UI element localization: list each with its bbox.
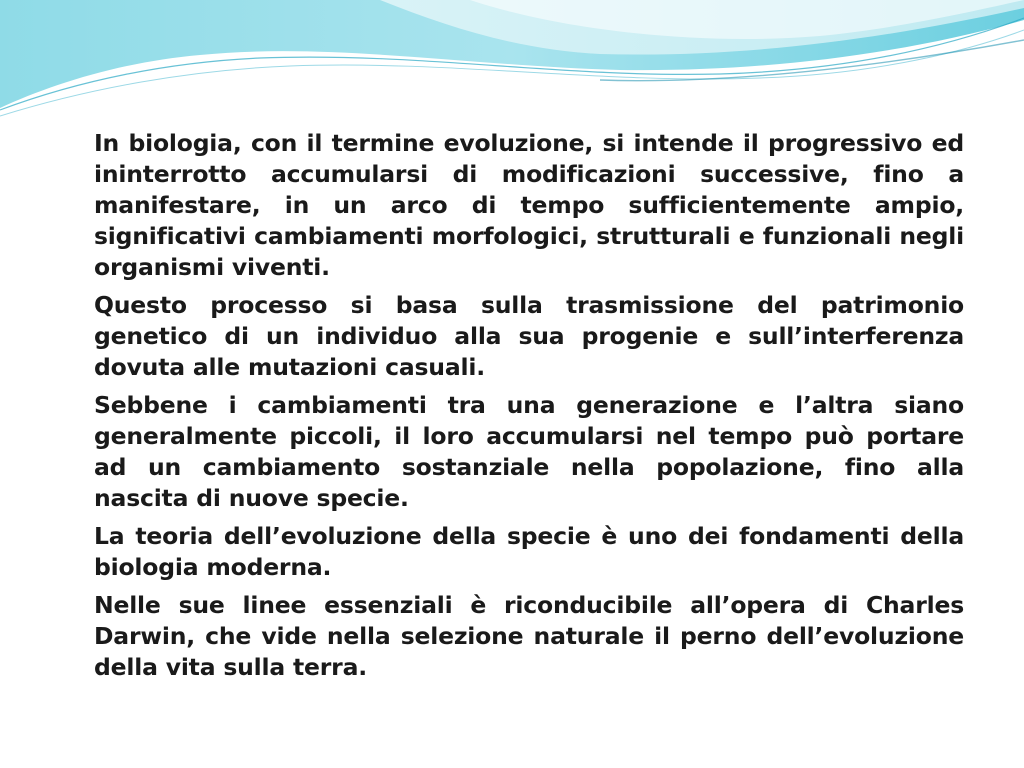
paragraph-1: In biologia, con il termine evoluzione, si intende il progressivo ed ininterrotto accumularsi di modificazioni successive, fino a manifestare, in un arco di tempo sufficientemente ampio, significativi cambiamenti morfologici, strutturali e funzionali negli organismi viventi. <box>94 129 964 281</box>
slide-body-text <box>94 128 964 690</box>
paragraph-3: Sebbene i cambiamenti tra una generazione e l’altra siano generalmente piccoli, il loro accumularsi nel tempo può portare ad un cambiamento sostanziale nella popolazione, fino alla nascita di nuove specie. <box>94 391 964 512</box>
paragraph-5: Nelle sue linee essenziali è riconducibile all’opera di Charles Darwin, che vide nella selezione naturale il perno dell’evoluzione della vita sulla terra. <box>94 591 964 681</box>
header-wave-decoration <box>0 0 1024 130</box>
paragraph-2: Questo processo si basa sulla trasmissione del patrimonio genetico di un individuo alla sua progenie e sull’interferenza dovuta alle mutazioni casuali. <box>94 291 964 381</box>
paragraph-4: La teoria dell’evoluzione della specie è uno dei fondamenti della biologia moderna. <box>94 522 964 581</box>
